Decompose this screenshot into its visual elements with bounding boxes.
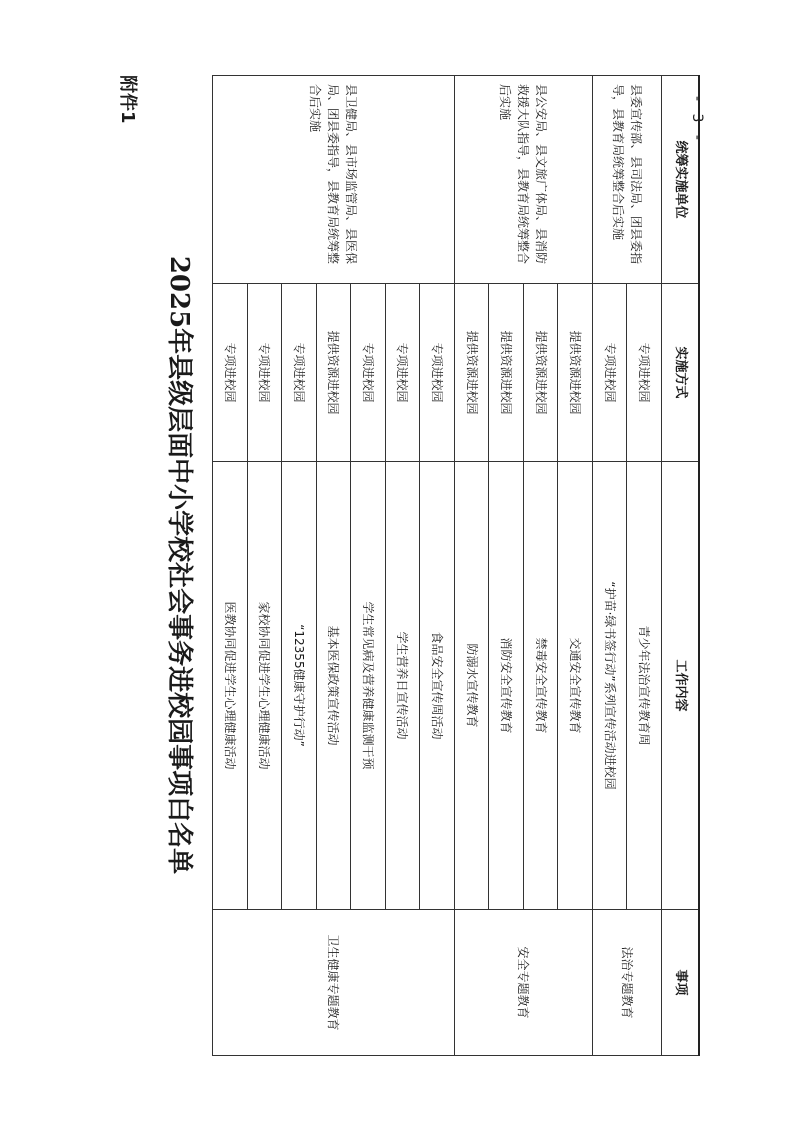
cell-method: 专项进校园 [213, 284, 248, 462]
cell-method: 专项进校园 [351, 284, 386, 462]
cell-method: 提供资源进校园 [523, 284, 558, 462]
cell-content: 消防安全宣传教育 [489, 462, 524, 910]
cell-content: 青少年法治宣传教育周 [627, 462, 662, 910]
cell-content: 交通安全宣传教育 [558, 462, 593, 910]
cell-unit: 县卫健局、县市场监管局、县医保局、团县委指导，县教育局统筹整合后实施 [213, 76, 455, 284]
cell-method: 专项进校园 [592, 284, 627, 462]
cell-content: 医教协同促进学生心理健康活动 [213, 462, 248, 910]
table-row [420, 76, 455, 1056]
header-content: 工作内容 [661, 462, 699, 910]
cell-content: 家校协同促进学生心理健康活动 [247, 462, 282, 910]
cell-content: 禁毒安全宣传教育 [523, 462, 558, 910]
cell-method: 提供资源进校园 [489, 284, 524, 462]
cell-item: 卫生健康专题教育 [213, 910, 455, 1056]
rotated-page-content [80, 75, 700, 1055]
cell-unit: 县公安局、县文旅广体局、县消防救援大队指导，县教育局统筹整合后实施 [454, 76, 592, 284]
attachment-label: 附件1 [117, 75, 138, 124]
page-number: - 3 - [689, 96, 705, 144]
cell-method: 提供资源进校园 [558, 284, 593, 462]
cell-content: 防溺水宣传教育 [454, 462, 489, 910]
header-item: 事项 [661, 910, 699, 1056]
table-row [627, 76, 662, 1056]
cell-unit: 县委宣传部、县司法局、团县委指导，县教育局统筹整合后实施 [592, 76, 661, 284]
cell-method: 专项进校园 [627, 284, 662, 462]
cell-method: 专项进校园 [385, 284, 420, 462]
cell-item: 法治专题教育 [592, 910, 661, 1056]
cell-content: “护苗·绿书签行动”系列宣传活动进校园 [592, 462, 627, 910]
table-header-row [661, 76, 699, 1056]
document-title: 2025年县级层面中小学校社会事务进校园事项白名单 [164, 255, 194, 875]
cell-content: 基本医保政策宣传活动 [316, 462, 351, 910]
cell-method: 专项进校园 [247, 284, 282, 462]
cell-item: 安全专题教育 [454, 910, 592, 1056]
cell-method: 专项进校园 [420, 284, 455, 462]
cell-content: 食品安全宣传周活动 [420, 462, 455, 910]
header-unit: 统筹实施单位 [661, 76, 699, 284]
cell-method: 提供资源进校园 [316, 284, 351, 462]
header-method: 实施方式 [661, 284, 699, 462]
cell-content: 学生营养日宣传活动 [385, 462, 420, 910]
cell-method: 专项进校园 [282, 284, 317, 462]
cell-content: 学生常见病及营养健康监测干预 [351, 462, 386, 910]
table-row [558, 76, 593, 1056]
table-body [213, 76, 700, 1056]
cell-method: 提供资源进校园 [454, 284, 489, 462]
whitelist-table [212, 75, 700, 1056]
cell-content: “12355健康守护行动” [282, 462, 317, 910]
